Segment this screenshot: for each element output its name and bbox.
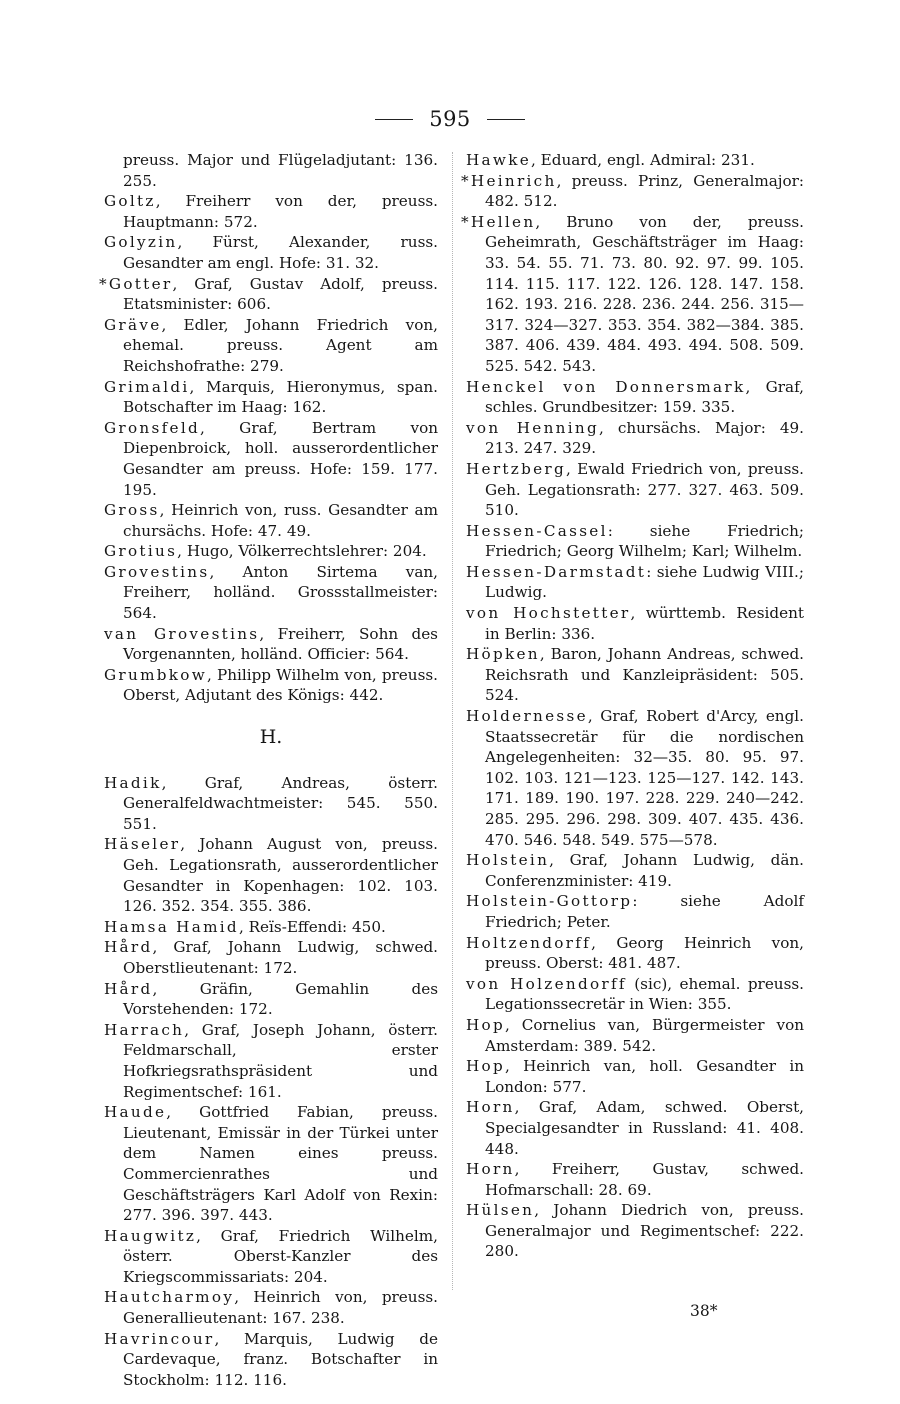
index-entry: [466, 644, 804, 706]
index-entry: [104, 1102, 438, 1226]
index-entry: [466, 1056, 804, 1097]
entry-text: , Bruno von der, preuss. Geheimrath, Geschäftsträger im Haag: 33. 54. 55. 71. 73. 80. 92. 97. 99. 105. 114. 115. 117. 122. 126. 128. 147. 158. 162. 193. 216. 228. 236. 244. 256. 315—317. 324—327. 353. 354. 382—384. 385. 387. 406. 439. 484. 493. 494. 508. 509. 525. 542. 543.: [485, 212, 804, 375]
entry-text: , Johann Diedrich von, preuss. Generalmajor und Regimentschef: 222. 280.: [485, 1201, 804, 1261]
entry-name: Häseler: [104, 835, 181, 854]
left-column-h-entries: [104, 773, 438, 1391]
entry-text: (sic), ehemal. preuss. Legationssecretär in Wien: 355.: [485, 974, 805, 1014]
entry-text: , Graf, Gustav Adolf, preuss. Etatsminister: 606.: [123, 274, 438, 314]
entry-name: Gronsfeld: [104, 418, 200, 437]
left-column: [99, 150, 438, 1390]
index-entry: [466, 150, 804, 171]
entry-name: Golyzin: [104, 233, 178, 252]
signature-mark: 38*: [690, 1302, 718, 1320]
right-column-entries: [461, 150, 805, 1262]
entry-text: , chursächs. Major: 49. 213. 247. 329.: [485, 418, 804, 458]
entry-text: , Graf, Andreas, österr. Generalfeldwachtmeister: 545. 550. 551.: [123, 773, 438, 833]
index-entry: [104, 232, 438, 273]
entry-name: Hautcharmoy: [104, 1288, 235, 1307]
entry-name: Havrincour: [104, 1329, 215, 1348]
index-entry: [104, 500, 438, 541]
entry-text: preuss. Major und Flügeladjutant: 136. 255.: [123, 151, 438, 190]
column-divider: [452, 152, 453, 1290]
entry-name: Hadik: [104, 773, 162, 792]
entry-name: Holstein-Gottorp: [466, 892, 633, 911]
entry-text: , Graf, Johann Ludwig, schwed. Oberstlieutenant: 172.: [123, 938, 438, 977]
entry-name: Hård: [104, 979, 153, 998]
entry-text: , Marquis, Hieronymus, span. Botschafter im Haag: 162.: [123, 377, 438, 417]
entry-name: Horn: [466, 1098, 515, 1117]
index-entry: [104, 917, 438, 938]
entry-text: , Graf, Friedrich Wilhelm, österr. Oberst-Kanzler des Kriegscommissariats: 204.: [123, 1226, 438, 1286]
index-entry: [104, 979, 438, 1020]
entry-text: , Graf, Adam, schwed. Oberst, Specialgesandter in Russland: 41. 408. 448.: [485, 1098, 804, 1158]
entry-name: Gross: [104, 501, 160, 520]
index-entry: [104, 624, 438, 665]
index-entry: [466, 1159, 804, 1200]
entry-name: Haude: [104, 1103, 167, 1122]
index-entry: [461, 212, 804, 377]
entry-name: Hamsa Hamid: [104, 917, 239, 936]
header-rule-left: [375, 119, 413, 120]
index-entry: [104, 562, 438, 624]
entry-text: , Gottfried Fabian, preuss. Lieutenant, Emissär in der Türkei unter dem Namen eines preuss. Commercienrathes und Geschäftsträgers Karl Adolf von Rexin: 277. 396. 397. 443.: [123, 1103, 438, 1225]
entry-name: Grimaldi: [104, 377, 190, 396]
entry-text: , Graf, schles. Grundbesitzer: 159. 335.: [485, 377, 804, 417]
entry-text: , Heinrich von, russ. Gesandter am chursächs. Hofe: 47. 49.: [123, 501, 438, 540]
header-rule-right: [487, 119, 525, 120]
entry-text: , Baron, Johann Andreas, schwed. Reichsrath und Kanzleipräsident: 505. 524.: [485, 645, 804, 705]
entry-name: Hessen-Cassel: [466, 521, 608, 540]
entry-name: *Hellen: [461, 212, 536, 231]
entry-name: Grovestins: [104, 562, 210, 581]
entry-text: : siehe Ludwig VIII.; Ludwig.: [485, 562, 804, 602]
index-entry: [104, 377, 438, 418]
entry-name: Hård: [104, 938, 153, 957]
entry-name: Grotius: [104, 542, 178, 561]
index-entry: [104, 418, 438, 500]
index-entry: [466, 891, 804, 932]
entry-text: , Freiherr von der, preuss. Hauptmann: 572.: [123, 192, 438, 231]
index-entry: [104, 150, 438, 191]
entry-name: Holdernesse: [466, 707, 588, 726]
entry-name: von Hochstetter: [466, 604, 631, 623]
entry-name: von Holzendorff: [466, 974, 627, 993]
entry-name: Hertzberg: [466, 459, 566, 478]
index-entry: [466, 1097, 804, 1159]
index-entry: [466, 850, 804, 891]
index-entry: [104, 1020, 438, 1102]
index-entry: [104, 773, 438, 835]
entry-text: , Eduard, engl. Admiral: 231.: [531, 151, 755, 169]
right-column: [461, 150, 805, 1262]
entry-name: Gräve: [104, 315, 162, 334]
entry-name: Holtzendorff: [466, 933, 592, 952]
entry-name: Hawke: [466, 151, 531, 169]
index-entry: [461, 171, 804, 212]
entry-text: , Freiherr, Gustav, schwed. Hofmarschall: 28. 69.: [485, 1160, 804, 1199]
entry-name: Grumbkow: [104, 665, 208, 684]
index-entry: [466, 974, 804, 1015]
index-entry: [466, 603, 804, 644]
entry-name: Horn: [466, 1160, 515, 1179]
index-entry: [466, 418, 804, 459]
section-heading-h: H.: [259, 726, 283, 749]
entry-name: Hop: [466, 1057, 506, 1076]
entry-text: , Graf, Bertram von Diepenbroick, holl. ausserordentlicher Gesandter am preuss. Hofe: 159. 177. 195.: [123, 418, 438, 499]
entry-text: , Philipp Wilhelm von, preuss. Oberst, Adjutant des Königs: 442.: [123, 665, 438, 705]
entry-name: van Grovestins: [104, 624, 260, 643]
index-entry: [466, 521, 804, 562]
index-entry: [466, 706, 804, 850]
index-entry: [466, 562, 804, 603]
index-entry: [104, 665, 438, 706]
entry-name: Harrach: [104, 1020, 185, 1039]
entry-text: , Graf, Joseph Johann, österr. Feldmarschall, erster Hofkriegsrathspräsident und Regimentschef: 161.: [123, 1020, 438, 1101]
index-entry: [104, 541, 438, 562]
entry-name: Holstein: [466, 851, 550, 870]
page-number: 595: [429, 107, 471, 131]
entry-name: *Heinrich: [461, 171, 557, 190]
entry-name: Höpken: [466, 645, 540, 664]
entry-text: , Graf, Robert d'Arcy, engl. Staatssecretär für die nordischen Angelegenheiten: 32—35. 80. 95. 97. 102. 103. 121—123. 125—127. 142. 143. 171. 189. 190. 197. 228. 229. 240—242. 285. 295. 296. 298. 309. 407. 435. 436. 470. 546. 548. 549. 575—578.: [485, 707, 804, 849]
entry-text: , Reïs-Effendi: 450.: [238, 917, 386, 936]
entry-text: , Edler, Johann Friedrich von, ehemal. preuss. Agent am Reichshofrathe: 279.: [123, 315, 438, 375]
entry-text: , Freiherr, Sohn des Vorgenannten, holländ. Officier: 564.: [123, 624, 438, 664]
entry-text: , württemb. Resident in Berlin: 336.: [485, 604, 804, 643]
entry-text: , Heinrich von, preuss. Generallieutenant: 167. 238.: [123, 1288, 438, 1328]
index-entry: [104, 937, 438, 978]
index-entry: [104, 315, 438, 377]
entry-name: Haugwitz: [104, 1226, 197, 1245]
index-entry: [466, 933, 804, 974]
entry-name: von Henning: [466, 418, 599, 437]
entry-name: Henckel von Donnersmark: [466, 377, 746, 396]
index-entry: [104, 834, 438, 916]
entry-text: : siehe Friedrich; Friedrich; Georg Wilhelm; Karl; Wilhelm.: [485, 521, 804, 561]
entry-name: Hülsen: [466, 1201, 535, 1220]
entry-name: Hop: [466, 1015, 506, 1034]
entry-text: , Gräfin, Gemahlin des Vorstehenden: 172.: [123, 979, 438, 1019]
entry-text: , Georg Heinrich von, preuss. Oberst: 481. 487.: [485, 933, 804, 973]
entry-name: Goltz: [104, 192, 156, 211]
entry-text: , preuss. Prinz, Generalmajor: 482. 512.: [485, 171, 804, 211]
index-entry: [466, 1015, 804, 1056]
index-entry: [104, 1329, 438, 1391]
left-column-g-entries: [99, 150, 438, 706]
index-entry: [104, 1226, 438, 1288]
entry-text: , Ewald Friedrich von, preuss. Geh. Legationsrath: 277. 327. 463. 509. 510.: [485, 459, 804, 520]
index-entry: [104, 191, 438, 232]
index-entry: [466, 1200, 804, 1262]
entry-text: , Graf, Johann Ludwig, dän. Conferenzminister: 419.: [485, 851, 804, 890]
entry-text: , Heinrich van, holl. Gesandter in London: 577.: [485, 1057, 804, 1096]
index-entry: [466, 377, 804, 418]
entry-name: *Gotter: [99, 274, 173, 293]
entry-text: , Anton Sirtema van, Freiherr, holländ. Grossstallmeister: 564.: [123, 562, 438, 623]
index-entry: [99, 274, 438, 315]
entry-text: , Cornelius van, Bürgermeister von Amsterdam: 389. 542.: [485, 1015, 804, 1055]
entry-name: Hessen-Darmstadt: [466, 562, 647, 581]
entry-text: , Johann August von, preuss. Geh. Legationsrath, ausserordentlicher Gesandter in Kopenhagen: 102. 103. 126. 352. 354. 355. 386.: [123, 835, 438, 916]
index-entry: [466, 459, 804, 521]
entry-text: , Fürst, Alexander, russ. Gesandter am engl. Hofe: 31. 32.: [123, 233, 438, 272]
entry-text: : siehe Adolf Friedrich; Peter.: [485, 892, 804, 931]
entry-text: , Marquis, Ludwig de Cardevaque, franz. Botschafter in Stockholm: 112. 116.: [123, 1329, 438, 1389]
index-entry: [104, 1287, 438, 1328]
page-header: [0, 104, 900, 134]
entry-text: , Hugo, Völkerrechtslehrer: 204.: [177, 542, 427, 561]
